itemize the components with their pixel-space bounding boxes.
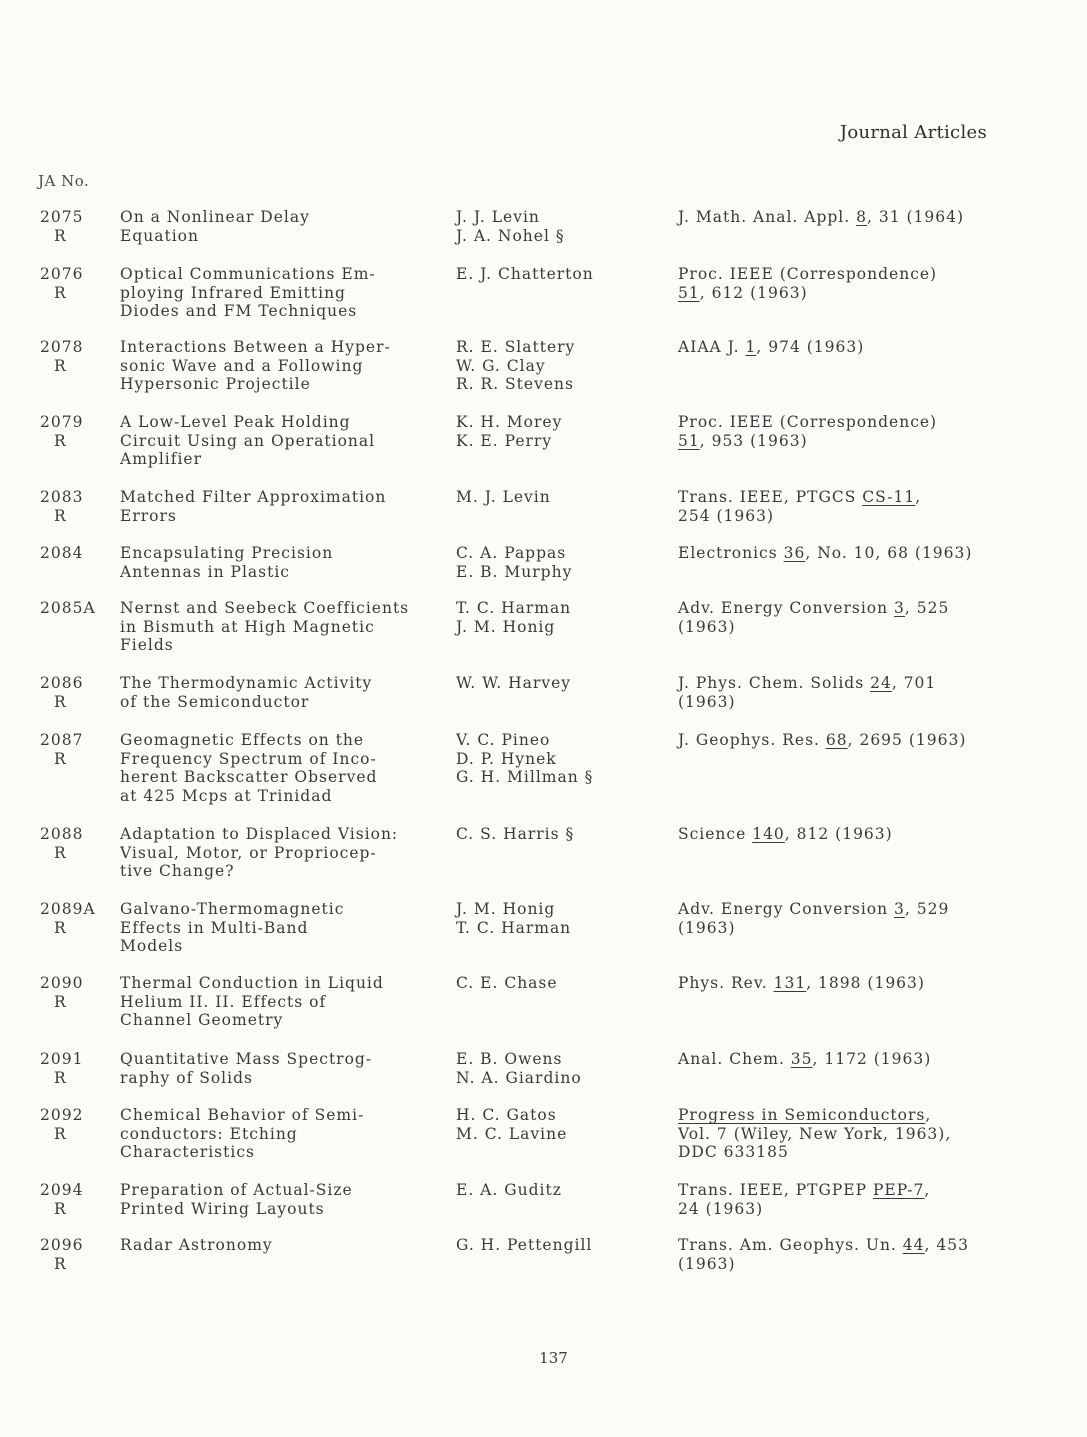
ja-number [40,413,112,450]
ja-number [40,674,112,711]
reference-pages-year: , 701 (1963) [678,674,937,711]
ja-number-suffix: R [54,1254,67,1273]
ja-number-suffix: R [54,1124,67,1143]
ja-number [40,1106,112,1143]
ja-number-value: 2089A [40,900,96,918]
article-authors: G. H. Pettengill [456,1236,593,1254]
article-authors: J. M. Honig T. C. Harman [456,900,572,937]
reference-journal: Trans. Am. Geophys. Un. [678,1236,903,1254]
ja-number-value: 2090 [40,974,84,992]
reference-volume: 68 [825,731,848,749]
ja-number-value: 2079 [40,413,84,431]
ja-number [40,1050,112,1087]
ja-number-suffix: R [54,283,67,302]
ja-number [40,265,112,302]
reference-journal: Phys. Rev. [678,974,774,992]
reference-pages-year: , 254 (1963) [678,488,922,525]
article-title: Adaptation to Displaced Vision: Visual, Motor, or Propriocep- tive Change? [120,825,399,881]
ja-number-suffix: R [54,843,67,862]
reference-journal: J. Math. Anal. Appl. [678,208,857,226]
ja-number-suffix: R [54,749,67,768]
article-authors: K. H. Morey K. E. Perry [456,413,563,450]
ja-number [40,338,112,375]
journal-reference [678,1106,1008,1162]
reference-volume: 51 [678,431,700,450]
reference-journal: Adv. Energy Conversion [678,900,895,918]
reference-volume: 24 [870,674,892,692]
ja-number [40,825,112,862]
reference-volume: 1 [745,338,757,356]
article-title: Preparation of Actual-Size Printed Wiring Layouts [120,1181,353,1218]
reference-journal: Electronics [678,544,784,562]
reference-volume: 3 [894,900,905,918]
ja-number [40,900,112,937]
ja-number-value: 2085A [40,599,96,617]
reference-pages-year: , 529 (1963) [678,900,950,937]
ja-number-suffix: R [54,431,67,450]
reference-pages-year: , 525 (1963) [678,599,950,636]
article-authors: E. A. Guditz [456,1181,562,1199]
ja-number-suffix: R [54,692,67,711]
column-label-ja-no: JA No. [38,172,90,190]
article-title: Radar Astronomy [120,1236,273,1254]
article-authors: H. C. Gatos M. C. Lavine [456,1106,568,1143]
journal-reference [678,974,1008,993]
article-title: Thermal Conduction in Liquid Helium II. II. Effects of Channel Geometry [120,974,384,1030]
reference-pages-year: , 453 (1963) [678,1236,969,1273]
reference-pages-year: , 812 (1963) [784,825,893,843]
reference-journal: Trans. IEEE, PTGPEP [678,1181,873,1199]
ja-number [40,1236,112,1273]
ja-number [40,208,112,245]
journal-reference [678,338,1008,357]
ja-number-suffix: R [54,992,67,1011]
article-title: Quantitative Mass Spectrog- raphy of Solids [120,1050,373,1087]
page-number: 137 [539,1349,568,1367]
article-title: Optical Communications Em- ploying Infrared Emitting Diodes and FM Techniques [120,265,376,321]
reference-pages-year: , 612 (1963) [699,283,808,302]
reference-journal: Adv. Energy Conversion [678,599,895,617]
article-authors: M. J. Levin [456,488,551,506]
journal-reference [678,674,1008,711]
reference-volume: 44 [902,1236,925,1254]
reference-pages-year: , 31 (1964) [867,208,965,226]
article-authors: J. J. Levin J. A. Nohel § [456,208,565,245]
ja-number-value: 2087 [40,731,84,749]
article-authors: C. S. Harris § [456,825,575,843]
ja-number-value: 2075 [40,208,84,226]
reference-journal: Trans. IEEE, PTGCS [678,488,863,506]
ja-number-value: 2094 [40,1181,84,1199]
ja-number [40,544,112,563]
page-header-title: Journal Articles [839,122,987,143]
article-title: Matched Filter Approximation Errors [120,488,387,525]
article-title: Encapsulating Precision Antennas in Plastic [120,544,334,581]
reference-pages-year: , 974 (1963) [756,338,865,356]
article-title: On a Nonlinear Delay Equation [120,208,310,245]
ja-number-value: 2092 [40,1106,84,1124]
ja-number-value: 2076 [40,265,84,283]
ja-number-value: 2078 [40,338,84,356]
journal-reference [678,731,1008,750]
article-title: Nernst and Seebeck Coefficients in Bismuth at High Magnetic Fields [120,599,410,655]
reference-volume: 36 [783,544,806,562]
reference-pages-year: , 1898 (1963) [806,974,925,992]
article-authors: E. B. Owens N. A. Giardino [456,1050,582,1087]
ja-number-suffix: R [54,918,67,937]
ja-number-suffix: R [54,1199,67,1218]
article-authors: V. C. Pineo D. P. Hynek G. H. Millman § [456,731,594,787]
journal-reference [678,900,1008,937]
reference-journal: Anal. Chem. [678,1050,791,1068]
ja-number-suffix: R [54,506,67,525]
reference-volume: CS-11 [862,488,916,506]
reference-journal: Proc. IEEE (Correspondence) [678,413,938,431]
reference-volume: 3 [894,599,905,617]
article-title: The Thermodynamic Activity of the Semiconductor [120,674,373,711]
journal-reference [678,1181,1008,1218]
article-authors: R. E. Slattery W. G. Clay R. R. Stevens [456,338,576,394]
reference-volume: 51 [678,283,700,302]
ja-number-value: 2084 [40,544,84,562]
journal-reference [678,488,1008,525]
ja-number-suffix: R [54,1068,67,1087]
ja-number [40,731,112,768]
article-authors: W. W. Harvey [456,674,572,692]
ja-number-value: 2096 [40,1236,84,1254]
reference-pages-year: , 2695 (1963) [847,731,967,749]
article-authors: E. J. Chatterton [456,265,594,283]
article-authors: C. A. Pappas E. B. Murphy [456,544,573,581]
journal-reference [678,413,1008,450]
journal-reference [678,1236,1008,1273]
journal-reference [678,265,1008,302]
ja-number [40,1181,112,1218]
journal-reference [678,1050,1008,1069]
journal-reference [678,544,1008,563]
reference-volume: 35 [790,1050,813,1068]
ja-number-suffix: R [54,356,67,375]
article-authors: T. C. Harman J. M. Honig [456,599,572,636]
journal-reference [678,599,1008,636]
article-title: Chemical Behavior of Semi- conductors: Etching Characteristics [120,1106,365,1162]
ja-number [40,599,112,618]
journal-reference [678,825,1008,844]
ja-number [40,974,112,1011]
journal-reference [678,208,1008,227]
reference-volume: 140 [752,825,785,843]
article-title: Interactions Between a Hyper- sonic Wave and a Following Hypersonic Projectile [120,338,391,394]
reference-journal: AIAA J. [678,338,746,356]
reference-pages-year: , 24 (1963) [678,1181,931,1218]
article-title: A Low-Level Peak Holding Circuit Using an Operational Amplifier [120,413,376,469]
reference-journal: Proc. IEEE (Correspondence) [678,265,938,283]
reference-pages-year: , 1172 (1963) [812,1050,932,1068]
ja-number-value: 2083 [40,488,84,506]
article-title: Galvano-Thermomagnetic Effects in Multi-Band Models [120,900,345,956]
reference-journal: J. Geophys. Res. [678,731,826,749]
article-authors: C. E. Chase [456,974,558,992]
reference-volume: Progress in Semiconductors [678,1106,926,1124]
reference-pages-year: , Vol. 7 (Wiley, New York, 1963), DDC 633185 [678,1106,952,1162]
ja-number-value: 2086 [40,674,84,692]
ja-number-value: 2091 [40,1050,84,1068]
ja-number-value: 2088 [40,825,84,843]
ja-number-suffix: R [54,226,67,245]
article-title: Geomagnetic Effects on the Frequency Spectrum of Inco- herent Backscatter Observed at 425 Mcps at Trinidad [120,731,378,805]
reference-journal: J. Phys. Chem. Solids [678,674,871,692]
reference-pages-year: , No. 10, 68 (1963) [805,544,973,562]
reference-volume: 8 [856,208,867,226]
reference-pages-year: , 953 (1963) [699,431,808,450]
reference-volume: 131 [773,974,807,992]
reference-journal: Science [678,825,753,843]
reference-volume: PEP-7 [872,1181,925,1199]
ja-number [40,488,112,525]
